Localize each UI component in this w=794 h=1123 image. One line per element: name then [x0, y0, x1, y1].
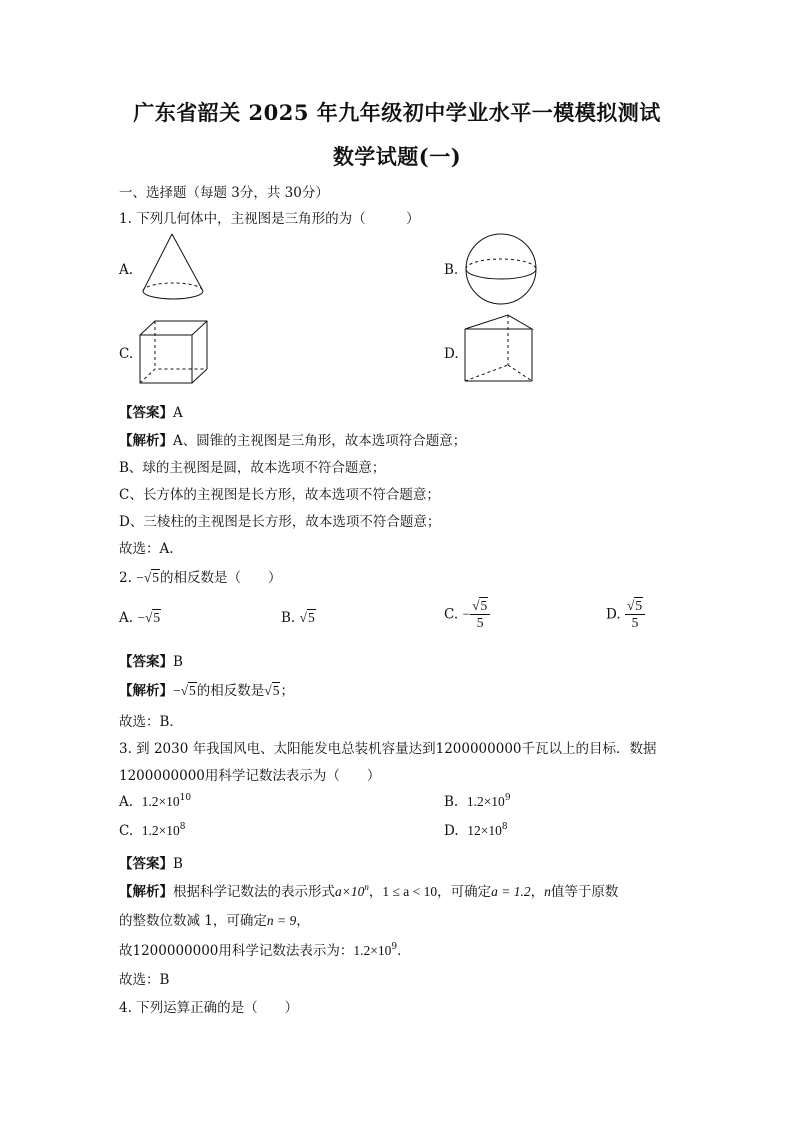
q3-option-c-label: C.	[119, 823, 134, 839]
analysis-tag: 【解析】	[119, 884, 173, 900]
analysis-result: 1.2×10	[353, 943, 392, 958]
q2-option-a-label: A.	[119, 610, 134, 626]
q1-stem: 1. 下列几何体中，主视图是三角形的为（ ）	[119, 211, 420, 227]
q2-option-a-neg: −	[137, 610, 145, 625]
answer-value: A	[173, 405, 183, 421]
analysis-tag: 【解析】	[119, 433, 173, 449]
analysis-text: ，	[530, 884, 545, 900]
q2-option-a-sqrt: √5	[144, 610, 161, 625]
q1-analysis-line-1	[119, 429, 466, 449]
q2-option-c-neg: −	[462, 606, 471, 622]
answer-value: B	[173, 654, 183, 670]
q3-option-c-exp: 8	[179, 822, 186, 832]
q2-option-d-radicand: 5	[635, 598, 643, 613]
analysis-tag: 【解析】	[119, 683, 173, 699]
section-heading: 一、选择题（每题 3分，共 30分）	[119, 185, 329, 201]
answer-tag: 【答案】	[119, 654, 173, 670]
analysis-radicand: 5	[189, 683, 196, 698]
answer-tag: 【答案】	[119, 856, 173, 872]
q3-stem-line-1: 3. 到 2030 年我国风电、太阳能发电总装机容量达到1200000000千瓦以上的目标．数据	[119, 741, 657, 757]
q2-option-d	[606, 598, 645, 631]
q3-option-a	[119, 794, 191, 810]
q3-option-d-exp: 8	[501, 822, 508, 832]
q3-option-a-value: 1.2×10	[141, 794, 180, 809]
q3-option-b	[444, 794, 511, 810]
q1-analysis-line-4: D、三棱柱的主视图是长方形，故本选项不符合题意；	[119, 514, 441, 530]
sphere-icon	[463, 232, 543, 304]
q1-answer	[119, 401, 183, 421]
q2-conclusion: 故选：B．	[119, 714, 183, 730]
q3-option-c-value: 1.2×10	[141, 823, 180, 838]
q2-stem-suffix: 的相反数是（ ）	[159, 570, 282, 586]
analysis-text: ，	[296, 913, 310, 929]
analysis-text: 根据科学记数法的表示形式	[173, 884, 335, 900]
q1-analysis-line-3: C、长方体的主视图是长方形，故本选项不符合题意；	[119, 487, 440, 503]
q2-option-b-radicand: 5	[307, 610, 315, 625]
analysis-range: 1 ≤ a < 10	[382, 884, 438, 899]
q3-analysis-line-2	[119, 909, 310, 929]
q3-option-b-value: 1.2×10	[466, 794, 505, 809]
q1-conclusion: 故选：A.	[119, 541, 174, 557]
q3-option-d-label: D.	[444, 823, 459, 839]
page-title: 广东省韶关 2025 年九年级初中学业水平一模模拟测试	[133, 100, 661, 125]
analysis-text: 故1200000000用科学记数法表示为：	[119, 943, 354, 959]
q2-option-c-radicand: 5	[480, 598, 488, 613]
analysis-radicand-2: 5	[272, 683, 280, 698]
q1-option-c-label: C.	[119, 346, 134, 362]
q3-analysis-line-1	[119, 880, 618, 900]
q1-option-a-label: A.	[119, 262, 134, 278]
analysis-a-value: a = 1.2	[491, 884, 531, 899]
q2-option-a	[119, 610, 161, 626]
analysis-sqrt-2: √5	[264, 683, 280, 698]
q3-stem-line-2: 1200000000用科学记数法表示为（ ）	[119, 768, 381, 784]
q3-option-c	[119, 823, 185, 839]
q2-option-c-fraction: $\frac{√5}{5}$	[470, 598, 490, 631]
analysis-text: 值等于原数	[550, 884, 619, 900]
q1-option-d-label: D.	[444, 346, 459, 362]
triangular-prism-icon	[462, 313, 537, 385]
q2-option-d-den: 5	[631, 615, 639, 630]
q3-option-d-value: 12×10	[467, 823, 502, 838]
cone-icon	[135, 232, 215, 302]
analysis-form-exp: n	[364, 882, 369, 892]
q3-option-b-exp: 9	[504, 793, 511, 803]
q3-option-a-label: A.	[119, 794, 134, 810]
q2-option-d-fraction: $\frac{√5}{5}$	[625, 598, 645, 631]
analysis-end: ；	[280, 683, 294, 699]
q1-analysis-line-2: B、球的主视图是圆，故本选项不符合题意；	[119, 460, 386, 476]
analysis-text: A、圆锥的主视图是三角形，故本选项符合题意；	[173, 433, 467, 449]
page-subtitle: 数学试题(一)	[332, 144, 462, 169]
analysis-text: ．	[397, 943, 411, 959]
q3-option-d	[444, 823, 508, 839]
q2-stem	[119, 566, 281, 586]
q3-option-b-label: B.	[444, 794, 459, 810]
q2-number: 2.	[119, 570, 132, 586]
q2-radicand: 5	[152, 570, 159, 585]
analysis-mid: 的相反数是	[196, 683, 265, 699]
analysis-neg: −	[173, 683, 181, 698]
analysis-n-var: n	[544, 884, 551, 899]
q2-option-b	[281, 610, 316, 626]
analysis-text: ，可确定	[437, 884, 492, 900]
q2-option-b-sqrt: √5	[299, 610, 315, 625]
q1-option-b-label: B.	[444, 262, 459, 278]
q2-option-b-label: B.	[281, 610, 296, 626]
q2-neg-sign: −	[136, 570, 144, 585]
q2-answer	[119, 650, 183, 670]
q3-option-a-exp: 10	[179, 793, 192, 803]
analysis-result-exp: 9	[391, 942, 398, 952]
q2-option-c-den: 5	[476, 615, 484, 630]
q2-option-c-label: C.	[444, 606, 459, 623]
q4-stem: 4. 下列运算正确的是（ ）	[119, 1000, 299, 1016]
q2-option-a-radicand: 5	[153, 610, 161, 625]
analysis-text: ，	[368, 884, 383, 900]
analysis-form: a×10	[335, 884, 365, 899]
cube-icon	[137, 319, 212, 389]
q2-analysis	[119, 679, 294, 699]
analysis-sqrt: √5	[180, 683, 196, 698]
q3-conclusion: 故选：B	[119, 972, 170, 988]
q3-analysis-line-3	[119, 939, 411, 959]
q2-option-c	[444, 598, 490, 631]
answer-value: B	[173, 856, 183, 872]
q3-answer	[119, 852, 183, 872]
q2-option-d-label: D.	[606, 606, 621, 623]
analysis-text: 的整数位数减 1，可确定	[119, 913, 267, 929]
analysis-n-value: n = 9	[266, 913, 297, 928]
q2-sqrt-expr: √5	[143, 570, 159, 585]
answer-tag: 【答案】	[119, 405, 173, 421]
